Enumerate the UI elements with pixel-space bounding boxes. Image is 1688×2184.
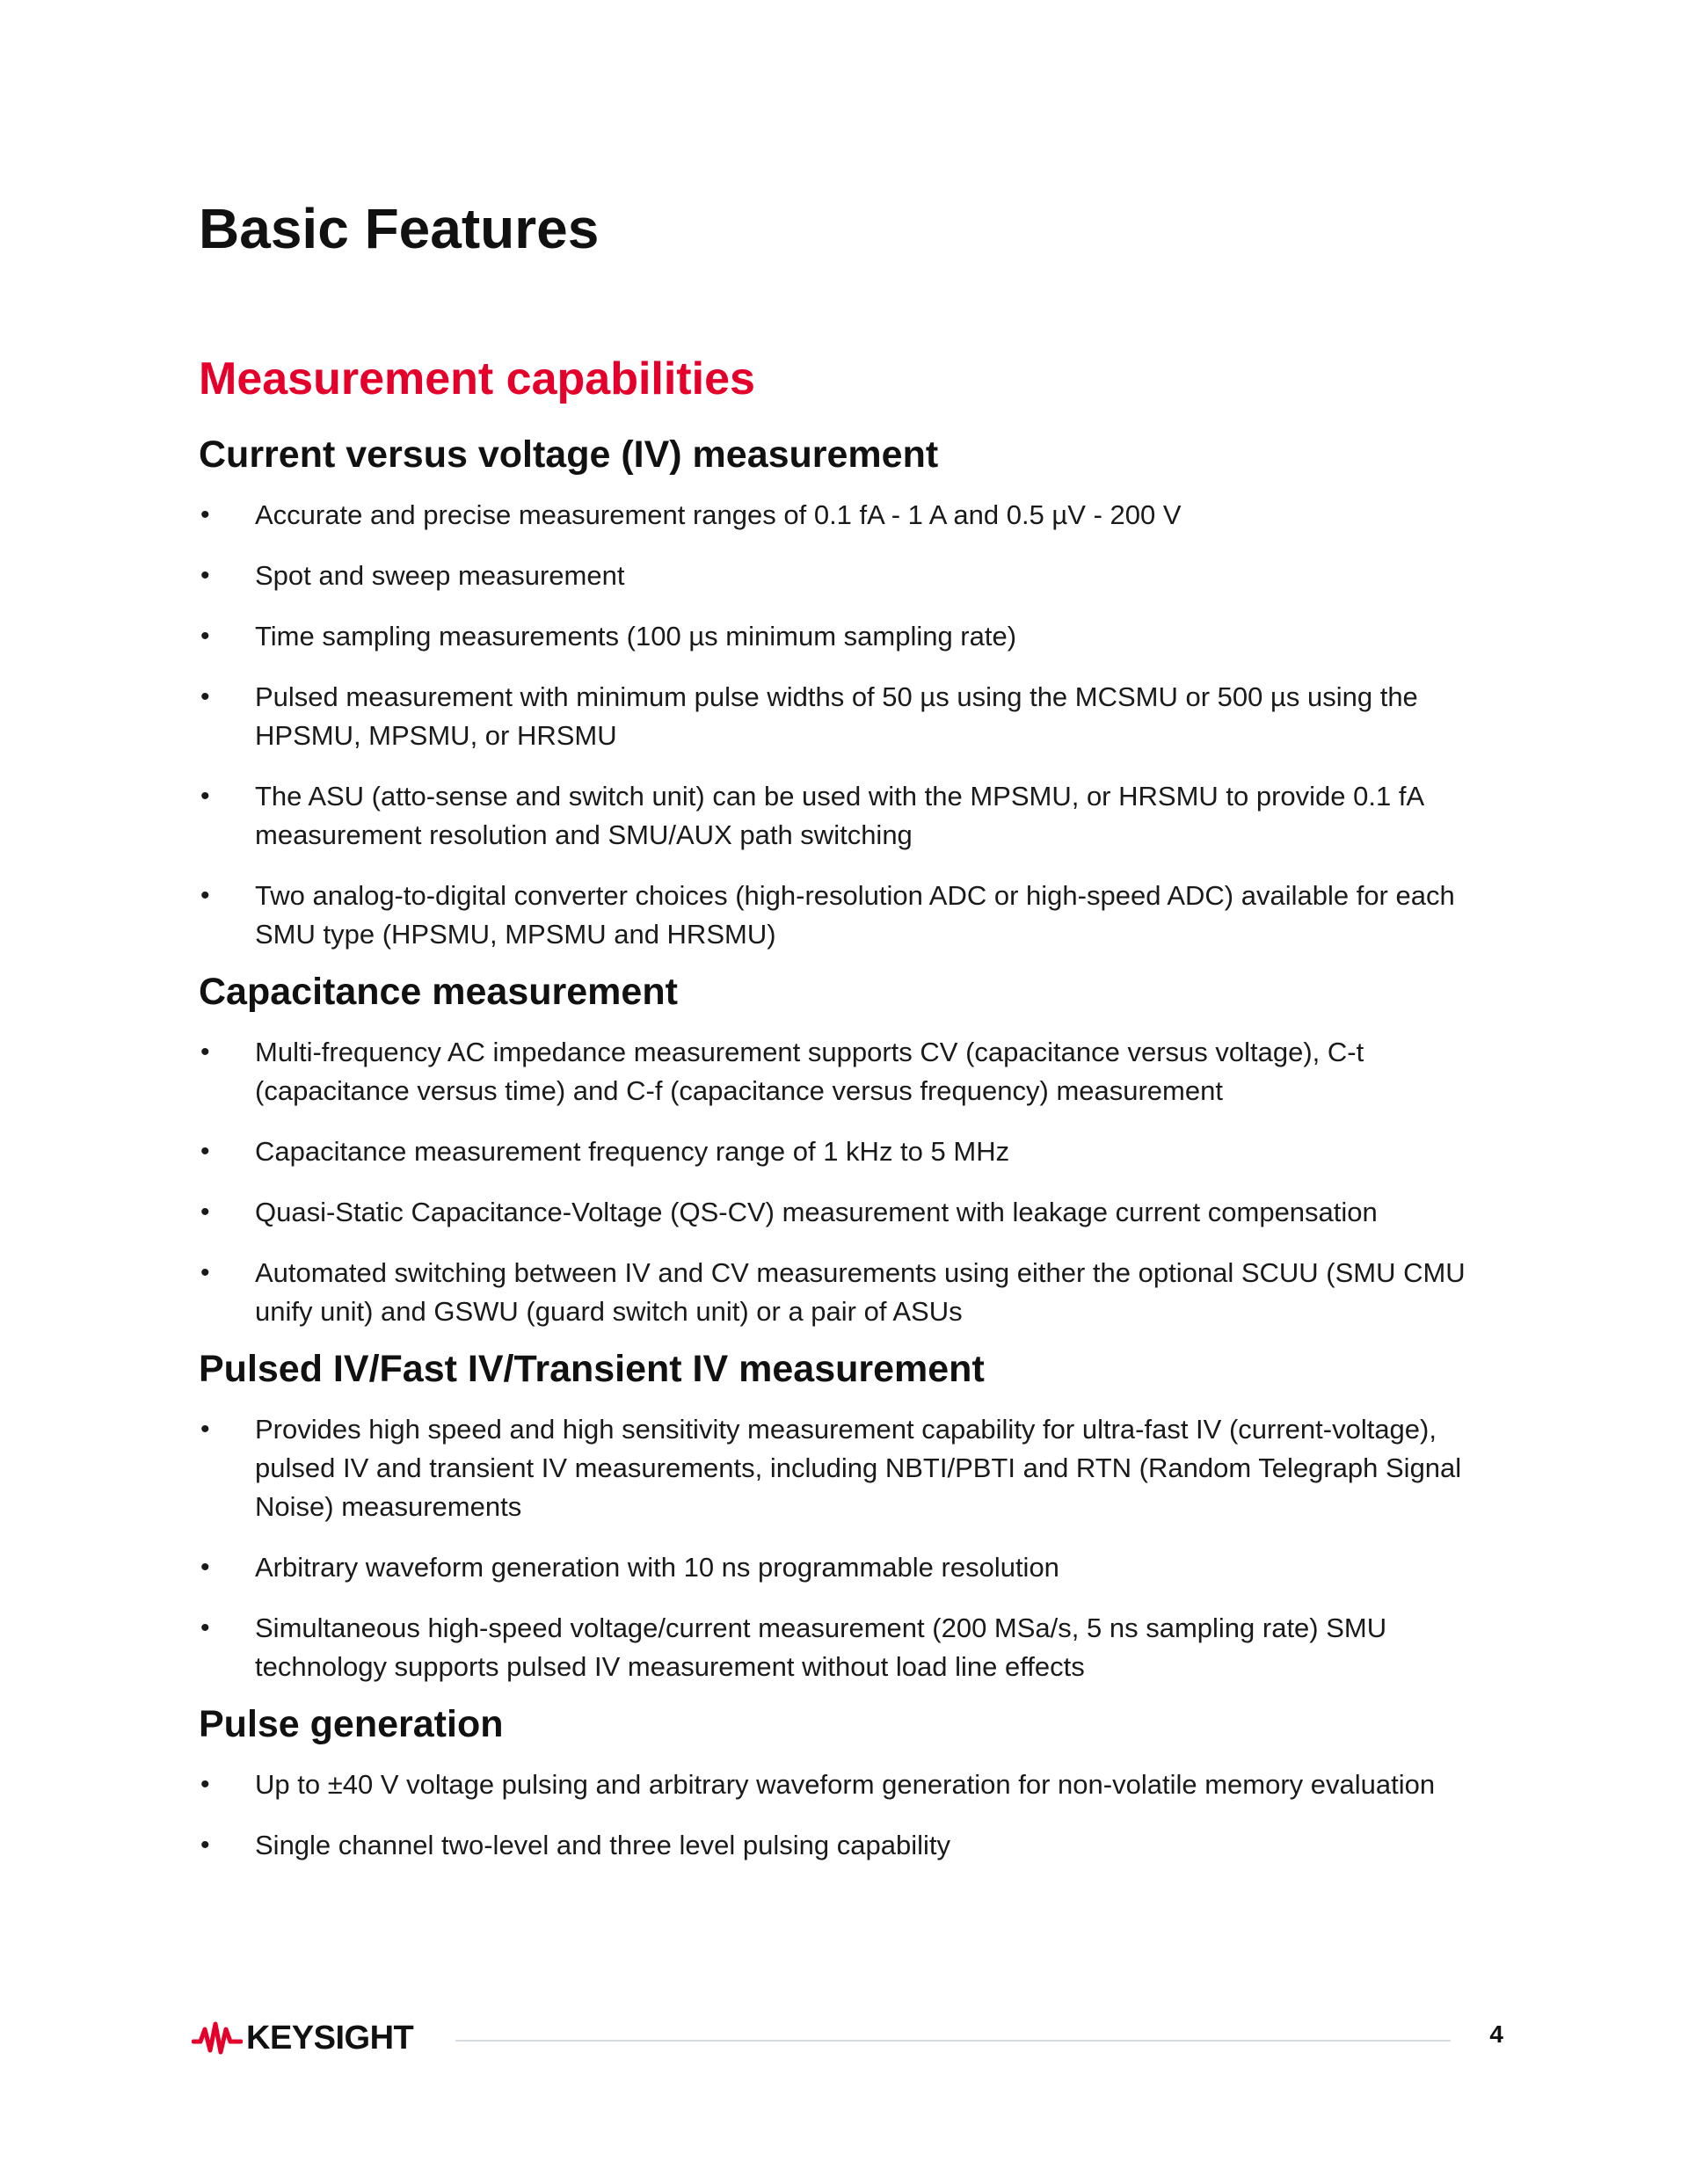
page-number: 4 <box>1489 2020 1503 2048</box>
subsection-title: Pulsed IV/Fast IV/Transient IV measurement <box>199 1347 985 1390</box>
list-item <box>199 557 1500 595</box>
list-item <box>199 1548 1500 1587</box>
list-item <box>199 1765 1500 1804</box>
bullet-icon: • <box>200 1037 210 1067</box>
bullet-icon: • <box>200 621 210 651</box>
list-item-text: Quasi-Static Capacitance-Voltage (QS-CV) measurement with leakage current compensation <box>255 1196 1378 1227</box>
content-body <box>199 431 1500 1879</box>
bullet-icon: • <box>200 1136 210 1166</box>
subsection-iv-measurement <box>199 431 1500 954</box>
subsection-pulsed-iv-measurement <box>199 1345 1500 1686</box>
bullet-icon: • <box>200 1257 210 1287</box>
list-item <box>199 1410 1500 1526</box>
bullet-icon: • <box>200 560 210 590</box>
list-item-text: Time sampling measurements (100 µs minimum sampling rate) <box>255 620 1017 652</box>
list-item-text: Arbitrary waveform generation with 10 ns programmable resolution <box>255 1551 1059 1583</box>
list-item-text: Two analog-to-digital converter choices (high-resolution ADC or high-speed ADC) available for each SMU type (HPSMU, MPSMU and HRSMU) <box>255 879 1455 950</box>
list-item-text: Automated switching between IV and CV measurements using either the optional SCUU (SMU CMU unify unit) and GSWU (guard switch unit) or a pair of ASUs <box>255 1256 1466 1327</box>
bullet-list <box>199 1410 1500 1686</box>
page-footer <box>192 2013 1503 2063</box>
list-item-text: Up to ±40 V voltage pulsing and arbitrary waveform generation for non-volatile memory evaluation <box>255 1768 1436 1800</box>
bullet-icon: • <box>200 781 210 811</box>
bullet-icon: • <box>200 1830 210 1860</box>
list-item-text: Provides high speed and high sensitivity measurement capability for ultra-fast IV (current-voltage), pulsed IV and transient IV measurements, including NBTI/PBTI and RTN (Random Telegraph Signal Noise) measurements <box>255 1413 1462 1522</box>
subsection-title: Pulse generation <box>199 1702 504 1745</box>
list-item <box>199 617 1500 656</box>
list-item-text: The ASU (atto-sense and switch unit) can be used with the MPSMU, or HRSMU to provide 0.1 fA measurement resolution and SMU/AUX path switching <box>255 780 1423 850</box>
list-item <box>199 1132 1500 1171</box>
bullet-icon: • <box>200 1414 210 1444</box>
list-item <box>199 1609 1500 1686</box>
bullet-icon: • <box>200 1552 210 1582</box>
page-title: Basic Features <box>199 197 600 260</box>
list-item-text: Pulsed measurement with minimum pulse widths of 50 µs using the MCSMU or 500 µs using the HPSMU, MPSMU, or HRSMU <box>255 681 1418 751</box>
bullet-icon: • <box>200 499 210 529</box>
bullet-icon: • <box>200 1769 210 1799</box>
list-item <box>199 678 1500 755</box>
subsection-pulse-generation <box>199 1700 1500 1865</box>
bullet-icon: • <box>200 681 210 711</box>
list-item-text: Spot and sweep measurement <box>255 559 625 591</box>
bullet-list <box>199 1033 1500 1331</box>
bullet-icon: • <box>200 1613 210 1642</box>
section-title: Measurement capabilities <box>199 353 755 404</box>
list-item <box>199 496 1500 535</box>
bullet-list <box>199 1765 1500 1865</box>
list-item-text: Single channel two-level and three level pulsing capability <box>255 1829 950 1860</box>
list-item <box>199 777 1500 855</box>
list-item-text: Accurate and precise measurement ranges of 0.1 fA - 1 A and 0.5 µV - 200 V <box>255 499 1182 530</box>
bullet-icon: • <box>200 1197 210 1227</box>
subsection-capacitance-measurement <box>199 968 1500 1331</box>
list-item-text: Simultaneous high-speed voltage/current measurement (200 MSa/s, 5 ns sampling rate) SMU technology supports pulsed IV measurement without load line effects <box>255 1612 1387 1682</box>
keysight-logo <box>192 2017 413 2059</box>
bullet-list <box>199 496 1500 954</box>
logo-text: KEYSIGHT <box>246 2019 414 2057</box>
subsection-title: Current versus voltage (IV) measurement <box>199 433 939 476</box>
list-item <box>199 1826 1500 1865</box>
list-item <box>199 877 1500 954</box>
list-item <box>199 1033 1500 1110</box>
list-item <box>199 1254 1500 1331</box>
list-item-text: Capacitance measurement frequency range of 1 kHz to 5 MHz <box>255 1135 1010 1167</box>
bullet-icon: • <box>200 880 210 910</box>
subsection-title: Capacitance measurement <box>199 970 678 1013</box>
list-item <box>199 1193 1500 1232</box>
list-item-text: Multi-frequency AC impedance measurement supports CV (capacitance versus voltage), C-t (capacitance versus time) and C-f (capacitance versus frequency) measurement <box>255 1036 1364 1106</box>
footer-divider <box>455 2040 1451 2042</box>
keysight-wave-icon <box>192 2020 243 2056</box>
